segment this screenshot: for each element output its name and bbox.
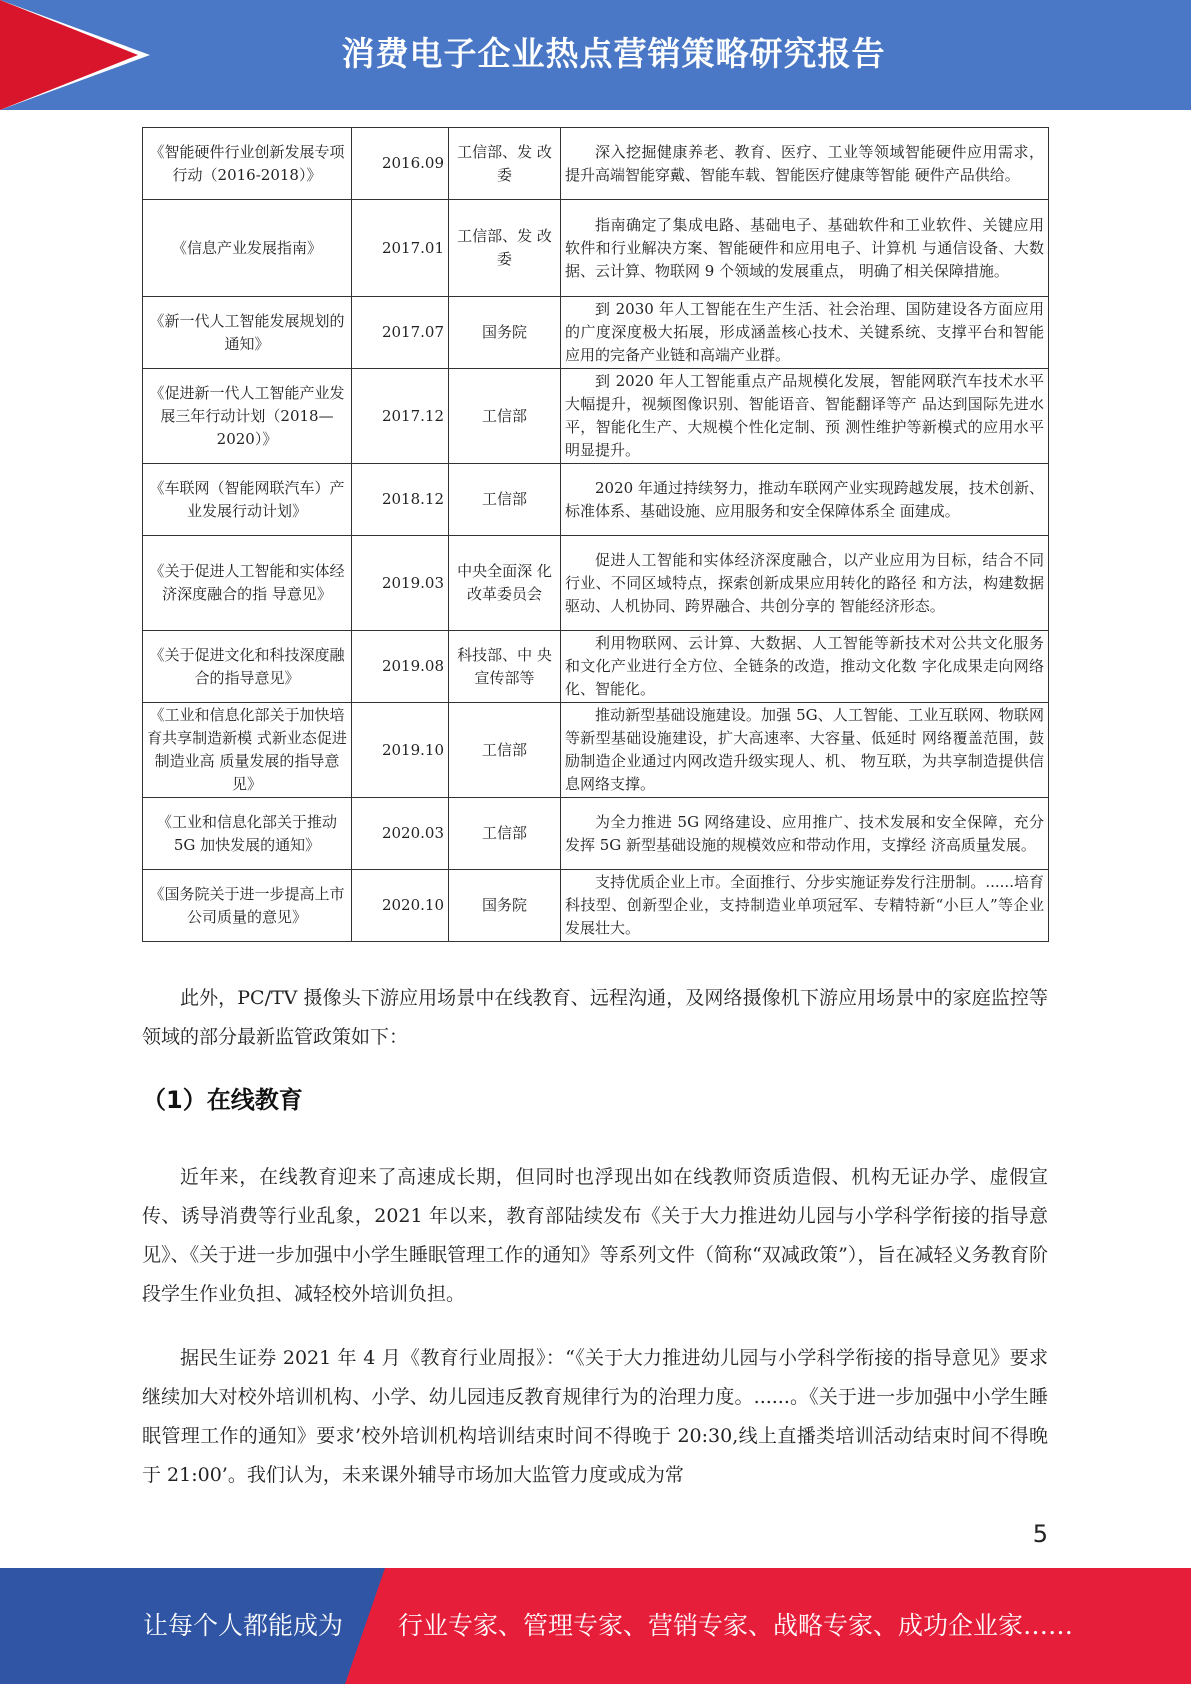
policy-desc: 2020 年通过持续努力，推动车联网产业实现跨越发展，技术创新、标准体系、基础设施、应用服务和安全保障体系全 面建成。 [561,464,1049,536]
policy-date: 2020.10 [352,870,449,942]
policy-desc: 深入挖掘健康养老、教育、医疗、工业等领域智能硬件应用需求，提升高端智能穿戴、智能车载、智能医疗健康等智能 硬件产品供给。 [561,128,1049,200]
table-row [143,536,1049,631]
footer-slogan-left: 让每个人都能成为 [143,1611,344,1640]
footer-slogan-right: 行业专家、管理专家、营销专家、战略专家、成功企业家…… [398,1611,1074,1640]
policy-dept: 工信部、发 改委 [449,200,561,297]
body-paragraph-quote: 据民生证券 2021 年 4 月《教育行业周报》：“《关于大力推进幼儿园与小学科学衔接的指导意见》要求继续加大对校外培训机构、小学、幼儿园违反教育规律行为的治理力度。......。《关于进一步加强中小学生睡眠管理工作的通知》要求’校外培训机构培训结束时间不得晚于 20:30,线上直播类培训活动结束时间不得晚于 21:00’。我们认为，未来课外辅导市场加大监管力度或成为常 [142,1347,1048,1486]
table-row [143,870,1049,942]
policy-date: 2016.09 [352,128,449,200]
body-paragraph-intro: 此外，PC/TV 摄像头下游应用场景中在线教育、远程沟通，及网络摄像机下游应用场景中的家庭监控等领域的部分最新监管政策如下： [142,987,1048,1048]
policy-desc: 利用物联网、云计算、大数据、人工智能等新技术对公共文化服务和文化产业进行全方位、全链条的改造，推动文化数 字化成果走向网络化、智能化。 [561,631,1049,703]
policy-name: 《车联网（智能网联汽车）产业发展行动计划》 [143,464,352,536]
policy-name: 《新一代人工智能发展规划的通知》 [143,297,352,369]
table-row [143,128,1049,200]
policy-date: 2017.07 [352,297,449,369]
policy-dept: 科技部、中 央宣传部等 [449,631,561,703]
page-header [0,0,1191,110]
table-row [143,631,1049,703]
policy-name: 《工业和信息化部关于加快培育共享制造新模 式新业态促进制造业高 质量发展的指导意见》 [143,703,352,798]
policy-desc: 到 2030 年人工智能在生产生活、社会治理、国防建设各方面应用的广度深度极大拓展，形成涵盖核心技术、关键系统、支撑平台和智能应用的完备产业链和高端产业群。 [561,297,1049,369]
table-row [143,798,1049,870]
policy-dept: 工信部 [449,798,561,870]
table-row [143,703,1049,798]
policy-date: 2019.08 [352,631,449,703]
policy-dept: 工信部 [449,369,561,464]
policy-desc: 推动新型基础设施建设。加强 5G、人工智能、工业互联网、物联网等新型基础设施建设，扩大高速率、大容量、低延时 网络覆盖范围，鼓励制造企业通过内网改造升级实现人、机、 物互联，为共享制造提供信息网络支撑。 [561,703,1049,798]
policy-dept: 工信部 [449,464,561,536]
section-heading: （1）在线教育 [142,1086,303,1114]
policy-date: 2017.01 [352,200,449,297]
policy-date: 2019.03 [352,536,449,631]
policy-name: 《关于促进文化和科技深度融合的指导意见》 [143,631,352,703]
policy-dept: 国务院 [449,297,561,369]
policy-desc: 为全力推进 5G 网络建设、应用推广、技术发展和安全保障，充分发挥 5G 新型基础设施的规模效应和带动作用，支撑经 济高质量发展。 [561,798,1049,870]
report-title: 消费电子企业热点营销策略研究报告 [341,34,886,73]
table-row [143,200,1049,297]
policy-desc: 促进人工智能和实体经济深度融合，以产业应用为目标，结合不同行业、不同区域特点，探索创新成果应用转化的路径 和方法，构建数据驱动、人机协同、跨界融合、共创分享的 智能经济形态。 [561,536,1049,631]
body-paragraph-online-education: 近年来，在线教育迎来了高速成长期，但同时也浮现出如在线教师资质造假、机构无证办学、虚假宣传、诱导消费等行业乱象，2021 年以来，教育部陆续发布《关于大力推进幼儿园与小学科学衔接的指导意见》、《关于进一步加强中小学生睡眠管理工作的通知》等系列文件（简称“双减政策”），旨在减轻义务教育阶段学生作业负担、减轻校外培训负担。 [142,1166,1048,1305]
policy-name: 《工业和信息化部关于推动 5G 加快发展的通知》 [143,798,352,870]
policy-desc: 指南确定了集成电路、基础电子、基础软件和工业软件、关键应用软件和行业解决方案、智能硬件和应用电子、计算机 与通信设备、大数据、云计算、物联网 9 个领域的发展重点， 明确了相关保障措施。 [561,200,1049,297]
policy-name: 《信息产业发展指南》 [143,200,352,297]
policy-name: 《国务院关于进一步提高上市公司质量的意见》 [143,870,352,942]
policy-dept: 国务院 [449,870,561,942]
table-row [143,369,1049,464]
policy-date: 2020.03 [352,798,449,870]
footer-blue-slant [345,1568,385,1684]
policy-dept: 中央全面深 化改革委员会 [449,536,561,631]
policy-name: 《促进新一代人工智能产业发展三年行动计划（2018—2020）》 [143,369,352,464]
policy-dept: 工信部 [449,703,561,798]
policy-name: 《智能硬件行业创新发展专项行动（2016-2018）》 [143,128,352,200]
policy-date: 2017.12 [352,369,449,464]
policy-name: 《关于促进人工智能和实体经济深度融合的指 导意见》 [143,536,352,631]
policy-date: 2018.12 [352,464,449,536]
policy-table [142,127,1049,942]
policy-dept: 工信部、发 改委 [449,128,561,200]
table-row [143,297,1049,369]
policy-date: 2019.10 [352,703,449,798]
policy-desc: 到 2020 年人工智能重点产品规模化发展，智能网联汽车技术水平大幅提升，视频图像识别、智能语音、智能翻译等产 品达到国际先进水平，智能化生产、大规模个性化定制、预 测性维护等新模式的应用水平明显提升。 [561,369,1049,464]
policy-desc: 支持优质企业上市。全面推行、分步实施证券发行注册制。......培育科技型、创新型企业，支持制造业单项冠军、专精特新“小巨人”等企业发展壮大。 [561,870,1049,942]
page-number: 5 [1032,1520,1048,1548]
page-footer [0,1568,1191,1684]
table-row [143,464,1049,536]
